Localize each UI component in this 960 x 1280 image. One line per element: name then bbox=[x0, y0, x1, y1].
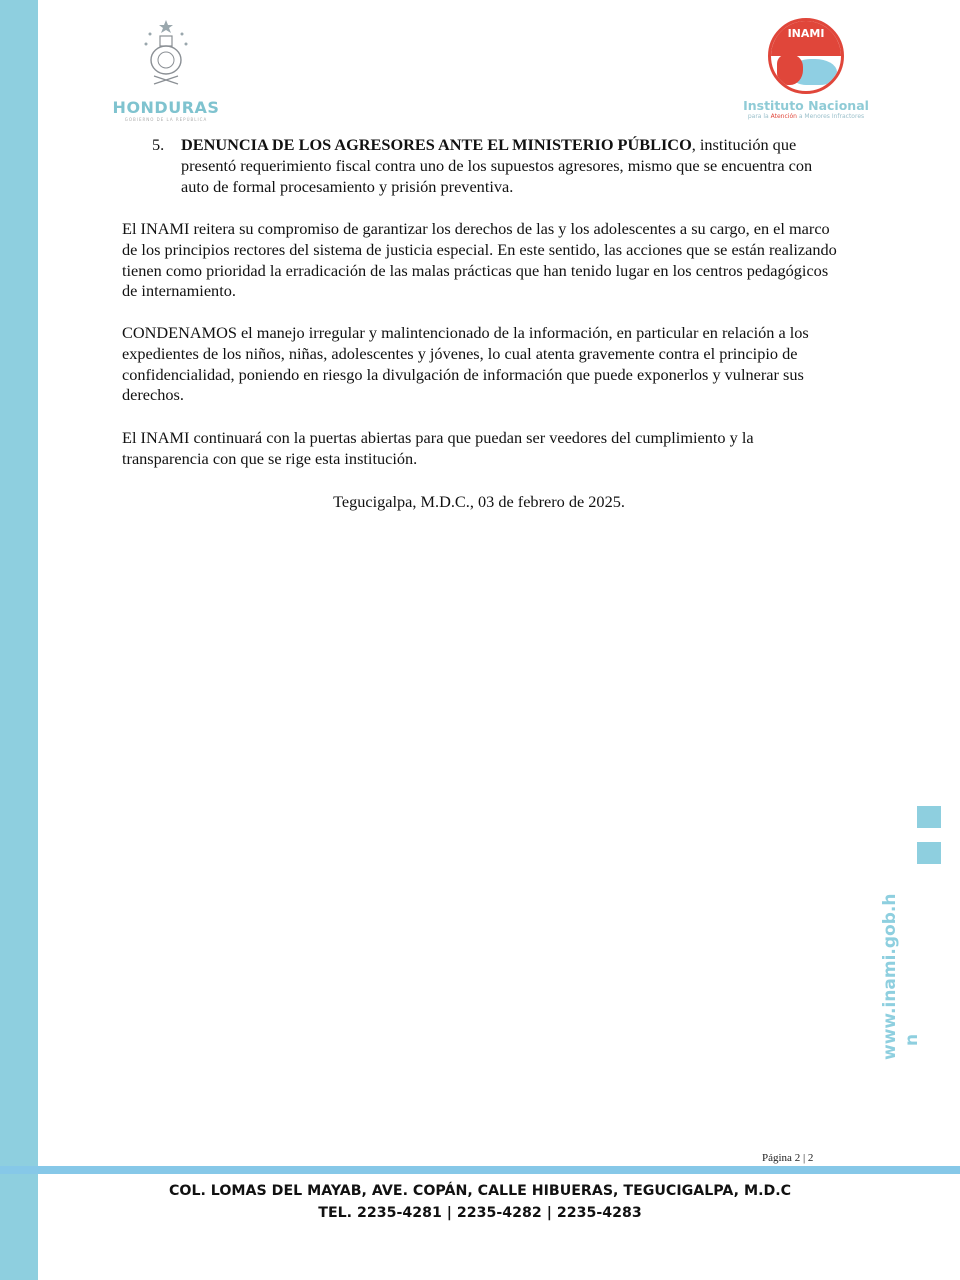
paragraph-transparency: El INAMI continuará con la puertas abiertas para que puedan ser veedores del cumplimiento y la transparencia con que se rige esta institución. bbox=[122, 428, 754, 468]
honduras-subtitle: GOBIERNO DE LA REPÚBLICA bbox=[124, 117, 208, 122]
date-line: Tegucigalpa, M.D.C., 03 de febrero de 2025. bbox=[333, 492, 625, 511]
coat-of-arms-icon bbox=[136, 18, 196, 88]
footer-address: COL. LOMAS DEL MAYAB, AVE. COPÁN, CALLE HIBUERAS, TEGUCIGALPA, M.D.C bbox=[168, 1183, 792, 1199]
list-item-heading: DENUNCIA DE LOS AGRESORES ANTE EL MINISTERIO PÚBLICO bbox=[181, 135, 692, 154]
honduras-logo bbox=[106, 18, 226, 128]
inami-subtitle: para la Atención a Menores Infractores bbox=[747, 113, 865, 120]
website-url-text: www.inami.gob.h bbox=[880, 893, 900, 1060]
website-url-tail: n bbox=[902, 1033, 923, 1047]
footer-divider bbox=[0, 1166, 960, 1174]
inami-globe-icon bbox=[768, 18, 844, 94]
square-icon bbox=[917, 842, 941, 864]
paragraph-condemnation: CONDENAMOS el manejo irregular y malintencionado de la información, en particular en relación a los expedientes de los niños, niñas, adolescentes y jóvenes, lo cual atenta gravemente contra el principio de confidencialidad, poniendo en riesgo la divulgación de información que puede exponerlos y vulnerar sus derechos. bbox=[122, 323, 809, 405]
page-number: Página 2 | 2 bbox=[762, 1152, 814, 1164]
inami-wordmark: Instituto Nacional bbox=[743, 98, 869, 113]
list-item-text: , institución que presentó requerimiento fiscal contra uno de los supuestos agresores, mismo que se encuentra con auto de formal procesamiento y prisión preventiva. bbox=[181, 135, 813, 196]
inami-logo bbox=[728, 18, 884, 124]
footer-contact bbox=[0, 1180, 960, 1224]
website-url bbox=[880, 880, 923, 1060]
footer-phones: TEL. 2235-4281 | 2235-4282 | 2235-4283 bbox=[318, 1205, 642, 1221]
list-item-5 bbox=[152, 135, 842, 197]
paragraph-commitment: El INAMI reitera su compromiso de garantizar los derechos de las y los adolescentes a su cargo, en el marco de los principios rectores del sistema de justicia especial. En este sentido, las acciones que se están realizando tienen como prioridad la erradicación de las malas prácticas que han tenido lugar en los centros pedagógicos de internamiento. bbox=[122, 219, 837, 301]
square-icon bbox=[917, 806, 941, 828]
inami-badge-text: INAMI bbox=[787, 27, 825, 40]
left-accent-bar bbox=[0, 0, 38, 1280]
list-number: 5. bbox=[152, 135, 165, 154]
honduras-wordmark: HONDURAS bbox=[112, 98, 220, 117]
